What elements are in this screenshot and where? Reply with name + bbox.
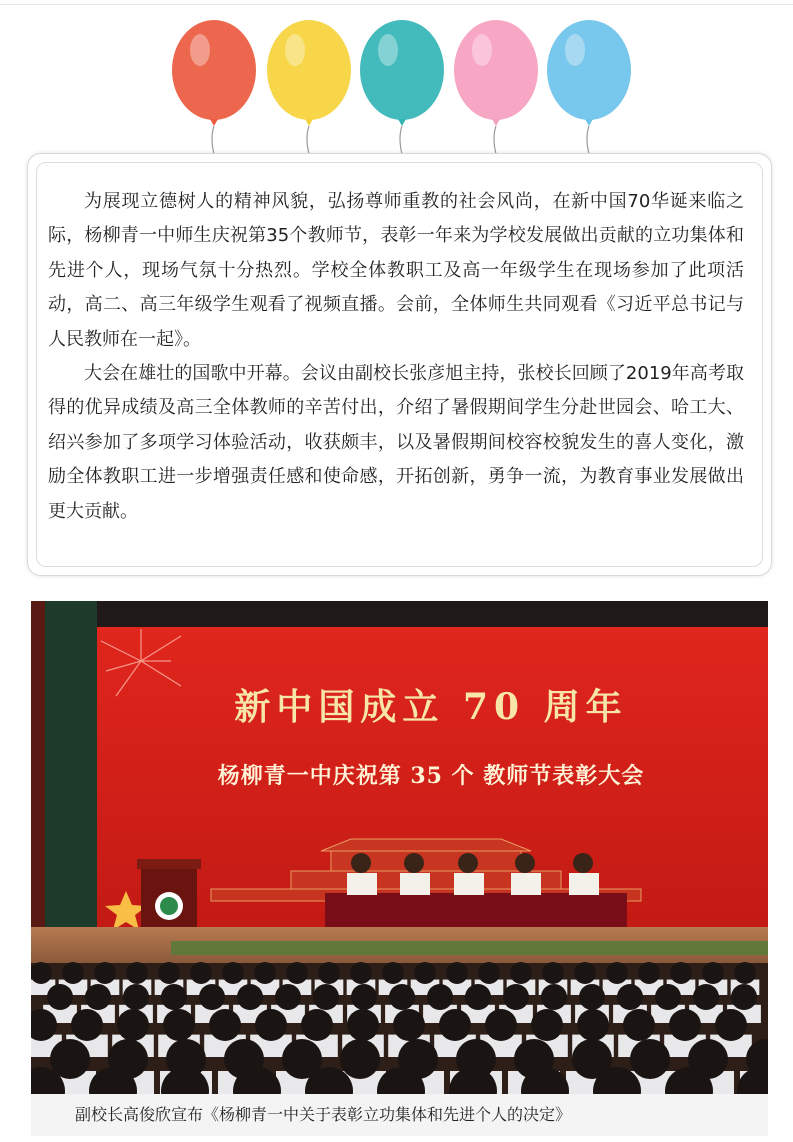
top-divider bbox=[0, 4, 793, 5]
balloon-pink bbox=[452, 18, 542, 158]
article-body bbox=[48, 185, 744, 529]
flower-row bbox=[171, 941, 768, 955]
ceremony-photo bbox=[31, 601, 768, 1094]
photo-caption: 副校长高俊欣宣布《杨柳青一中关于表彰立功集体和先进个人的决定》 bbox=[75, 1105, 572, 1124]
article-card bbox=[27, 153, 772, 576]
balloon-red bbox=[170, 18, 260, 158]
balloon-blue bbox=[545, 18, 635, 158]
article-paragraph-2: 大会在雄壮的国歌中开幕。会议由副校长张彦旭主持，张校长回顾了2019年高考取得的优异成绩及高三全体教师的辛苦付出，介绍了暑假期间学生分赴世园会、哈工大、绍兴参加了多项学习体验活动，收获颇丰，以及暑假期间校容校貌发生的喜人变化，激励全体教职工进一步增强责任感和使命感，开拓创新，勇争一流，为教育事业发展做出更大贡献。 bbox=[48, 363, 744, 522]
photo-caption-bar bbox=[31, 1094, 768, 1136]
balloon-teal bbox=[358, 18, 448, 158]
article-paragraph-1: 为展现立德树人的精神风貌，弘扬尊师重教的社会风尚，在新中国70华诞来临之际，杨柳青一中师生庆祝第35个教师节，表彰一年来为学校发展做出贡献的立功集体和先进个人，现场气氛十分热烈。学校全体教职工及高一年级学生在现场参加了此项活动，高二、高三年级学生观看了视频直播。会前，全体师生共同观看《习近平总书记与人民教师在一起》。 bbox=[48, 191, 744, 350]
banner-title: 新中国成立 70 周年 bbox=[234, 686, 628, 728]
banner-subtitle: 杨柳青一中庆祝第 35 个 教师节表彰大会 bbox=[217, 763, 645, 789]
balloon-decoration bbox=[0, 18, 793, 158]
ceremony-photo-illustration bbox=[31, 601, 768, 1094]
balloon-yellow bbox=[265, 18, 355, 158]
ceiling bbox=[31, 601, 768, 627]
